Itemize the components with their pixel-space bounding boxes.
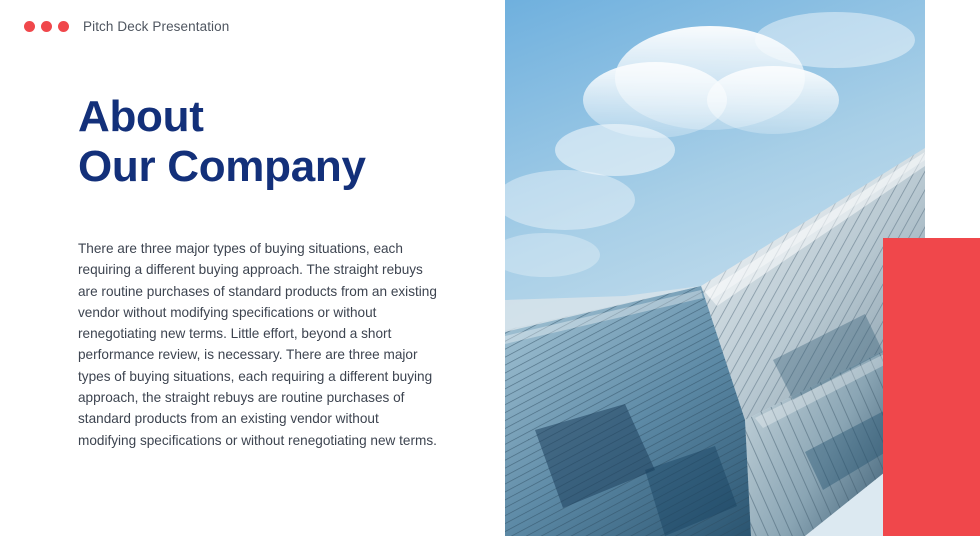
slide-header xyxy=(24,19,229,34)
accent-block xyxy=(883,238,980,536)
dot-icon xyxy=(24,21,35,32)
page-title-line-2: Our Company xyxy=(78,142,366,191)
page-title-line-1: About xyxy=(78,92,204,141)
header-title: Pitch Deck Presentation xyxy=(83,19,230,34)
body-paragraph: There are three major types of buying situations, each requiring a different buying approach. The straight rebuys are routine purchases of standard products from an existing vendor without modifying specifications or without renegotiating new terms. Little effort, beyond a short performance review, is necessary. There are three major types of buying situations, each requiring a different buying approach, the straight rebuys are routine purchases of standard products from an existing vendor without modifying specifications or without renegotiating new terms. xyxy=(78,241,437,448)
glass-skyscraper-photo xyxy=(505,0,925,536)
dot-icon xyxy=(58,21,69,32)
dot-group-icon xyxy=(24,21,69,32)
slide-image xyxy=(505,0,925,536)
dot-icon xyxy=(41,21,52,32)
slide-content xyxy=(78,92,450,451)
page-title xyxy=(78,92,450,192)
